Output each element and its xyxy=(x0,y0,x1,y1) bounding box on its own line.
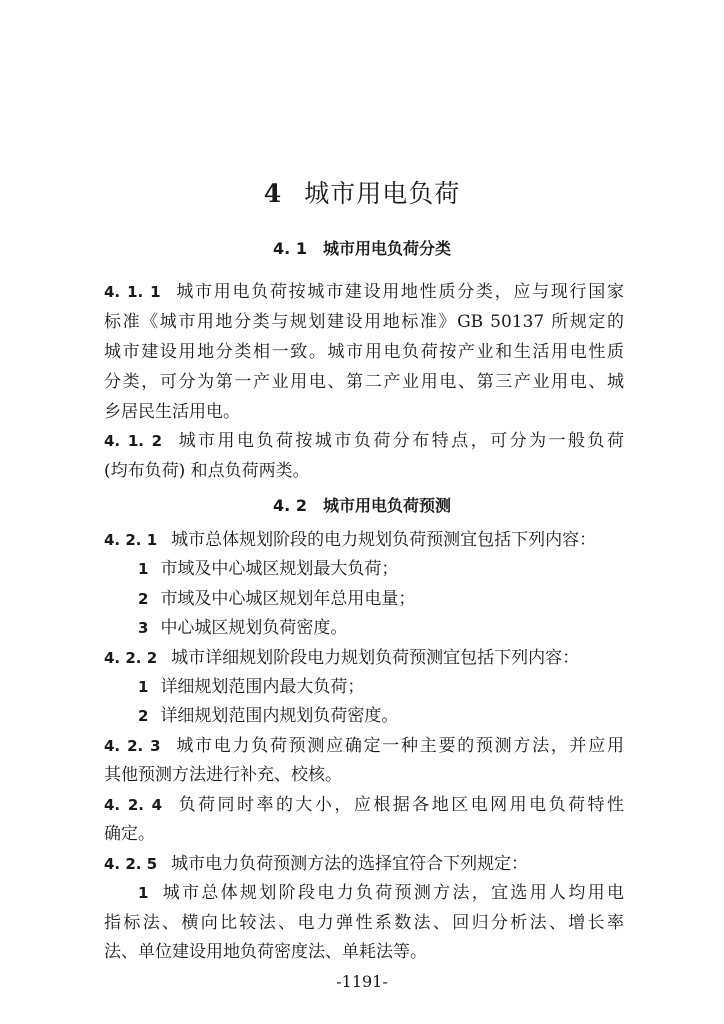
item-number: 1 xyxy=(138,560,149,578)
section-number: 4. 2 xyxy=(273,496,307,515)
item-text: 中心城区规划负荷密度。 xyxy=(160,618,348,638)
clause-text: 城市用电负荷按城市负荷分布特点，可分为一般负荷 xyxy=(176,431,624,451)
chapter-number: 4 xyxy=(263,179,283,208)
item-text: 市域及中心城区规划年总用电量； xyxy=(160,589,416,609)
item-number: 2 xyxy=(138,707,149,725)
clause-4-1-1-line-1 xyxy=(104,280,624,304)
clause-4-1-1-line-3: 城市建设用地分类相一致。城市用电负荷按产业和生活用电性质 xyxy=(104,342,624,362)
item-text: 市域及中心城区规划最大负荷； xyxy=(160,559,399,579)
chapter-title-text: 城市用电负荷 xyxy=(304,179,461,208)
item-text: 城市总体规划阶段电力负荷预测方法，宜选用人均用电 xyxy=(160,883,624,903)
clause-4-2-5-item-1-line-2: 指标法、横向比较法、电力弹性系数法、回归分析法、增长率 xyxy=(104,913,624,933)
clause-number: 4. 2. 2 xyxy=(104,649,158,667)
clause-text: 城市总体规划阶段的电力规划负荷预测宜包括下列内容： xyxy=(171,530,597,550)
section-title-text: 城市用电负荷分类 xyxy=(322,239,451,258)
page-number: -1191- xyxy=(336,972,388,991)
clause-4-2-4-line-1 xyxy=(104,793,624,817)
section-title-text: 城市用电负荷预测 xyxy=(322,496,451,515)
section-title-4-1 xyxy=(0,236,724,259)
clause-4-2-3-line-2: 其他预测方法进行补充、校核。 xyxy=(104,765,342,785)
clause-4-2-5-item-1-line-3: 法、单位建设用地负荷密度法、单耗法等。 xyxy=(104,942,427,962)
clause-4-2-2-line-1 xyxy=(104,646,624,670)
clause-number: 4. 1. 1 xyxy=(104,283,161,301)
chapter-title xyxy=(0,174,724,210)
section-number: 4. 1 xyxy=(273,239,307,258)
clause-text: 城市电力负荷预测应确定一种主要的预测方法，并应用 xyxy=(174,736,624,756)
clause-4-1-1-line-4: 分类，可分为第一产业用电、第二产业用电、第三产业用电、城 xyxy=(104,372,624,392)
clause-4-2-5-item-1-line-1 xyxy=(138,881,624,905)
clause-number: 4. 2. 4 xyxy=(104,796,163,814)
clause-number: 4. 1. 2 xyxy=(104,432,163,450)
clause-number: 4. 2. 1 xyxy=(104,531,158,549)
item-number: 1 xyxy=(138,678,149,696)
item-text: 详细规划范围内规划负荷密度。 xyxy=(160,706,399,726)
clause-4-1-1-line-5: 乡居民生活用电。 xyxy=(104,402,240,422)
clause-text: 城市详细规划阶段电力规划负荷预测宜包括下列内容： xyxy=(171,648,580,668)
section-title-4-2 xyxy=(0,493,724,516)
clause-4-2-2-item-1 xyxy=(138,675,624,699)
clause-4-1-2-line-2: (均布负荷) 和点负荷两类。 xyxy=(104,461,310,481)
clause-4-1-1-line-2: 标准《城市用地分类与规划建设用地标准》GB 50137 所规定的 xyxy=(104,312,624,332)
clause-4-2-1-item-3 xyxy=(138,616,624,640)
clause-text: 负荷同时率的大小，应根据各地区电网用电负荷特性 xyxy=(176,795,624,815)
clause-4-2-4-line-2: 确定。 xyxy=(104,824,155,844)
clause-4-2-1-line-1 xyxy=(104,528,624,552)
item-number: 2 xyxy=(138,590,149,608)
clause-4-2-1-item-2 xyxy=(138,587,624,611)
item-number: 1 xyxy=(138,884,149,902)
clause-4-1-2-line-1 xyxy=(104,429,624,453)
clause-4-2-2-item-2 xyxy=(138,704,624,728)
clause-4-2-5-line-1 xyxy=(104,852,624,876)
clause-number: 4. 2. 3 xyxy=(104,737,161,755)
clause-4-2-1-item-1 xyxy=(138,557,624,581)
clause-text: 城市电力负荷预测方法的选择宜符合下列规定： xyxy=(171,854,529,874)
item-number: 3 xyxy=(138,619,149,637)
clause-text: 城市用电负荷按城市建设用地性质分类，应与现行国家 xyxy=(174,282,624,302)
clause-4-2-3-line-1 xyxy=(104,734,624,758)
item-text: 详细规划范围内最大负荷； xyxy=(160,677,365,697)
clause-number: 4. 2. 5 xyxy=(104,855,158,873)
